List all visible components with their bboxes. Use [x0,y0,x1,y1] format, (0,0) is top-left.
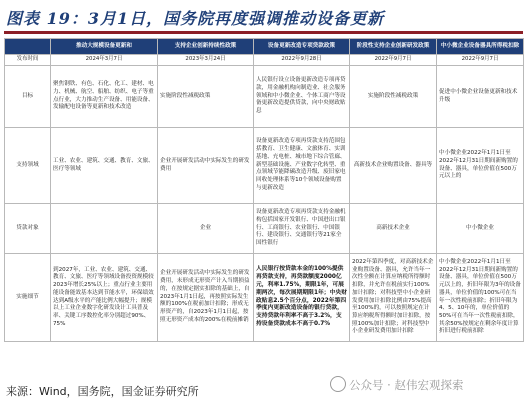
header-cell: 支持企业创新持续性政策 [158,39,254,55]
table-cell: 高新技术企业购置设备、器具等 [350,128,437,204]
watermark [330,376,463,393]
row-label: 实施细节 [5,254,51,342]
table-cell: 中小微企业2022年1月1日至2022年12月31日期间新购置的设备、器具，单位价值在500万元以上的，折旧年限为3年的设备器具，单位价值的100%可在当年一次性税前扣除；折旧年限为4、5、10年的，单位价值的50%可在当年一次性税前扣除，其余50%按规定在剩余年度计算折旧进行税前扣除 [437,254,524,342]
title-rule [4,31,523,34]
header-cell [5,39,51,55]
header-cell: 阶段性支持企业创新研发政策 [350,39,437,55]
table-cell: 到2027年，工业、农业、建筑、交通、教育、文旅、医疗等领域设备投资规模较2023年增长25%以上；重点行业主要用能设备能效基本达到节能水平，环保绩效达到A级水平的产能比例大幅提升；规模以上工业企业数字化研发设计工具普及率、关键工序数控化率分别超过90%、75% [51,254,158,342]
table-cell: 工业、农业、建筑、交通、教育、文旅、医疗等领域 [51,128,158,204]
table-cell: 聚焦钢铁、有色、石化、化工、建材、电力、机械、航空、船舶、纺织、电子等重点行业，大力推动生产设备、用能设备、发输配电设备等更新和技术改造 [51,66,158,128]
table-cell: 企业开展研发活动中实际发生的研发费用，未形成无形资产计入当期损益的，在按规定据实扣除的基础上，自2023年1月1日起，再按照实际发生额的100%在税前加计扣除；形成无形资产的，自2023年1月1日起，按照无形资产成本的200%在税前摊销 [158,254,254,342]
row-label: 目标 [5,66,51,128]
figure-title: 图表 19：3月1日，国务院再度强调推动设备更新 [6,9,385,28]
table-cell: 高新技术企业 [350,204,437,254]
table-cell: 中小微企业2022年1月1日至2022年12月31日期间新购置的设备、器具，单位价值在500万元以上的 [437,128,524,204]
date-cell: 2024年3月7日 [51,55,158,66]
date-row [5,55,524,66]
table-cell: 人民银行设立设备更新改造专项再贷款，用金融机构向制造业、社会服务领域和中小微企业、个体工商户等设备更新改造提供贷款，向中央财政贴息 [254,66,350,128]
source-note: 来源：Wind，国务院，国金证券研究所 [6,385,199,398]
header-row [5,39,524,55]
date-cell: 2022年9月28日 [254,55,350,66]
table-cell: 设备更新改造专项再贷款支持金融机构包括国家开发银行、中国进出口银行、工商银行、农业银行、中国银行、建设银行、交通银行等21家全国性银行 [254,204,350,254]
table-cell: 人民银行按贷款本金的100%提供再贷款支持，再贷款额度2000亿元，利率1.75%，期限1年，可展期两次，每次展期期限1年；中央财政贴息2.5个百分点，2022年第四季度内更新改造设备的银行贷款，支持贷款年利率不高于3.2%，支持设备贷款成本不高于0.7% [254,254,350,342]
table-row [5,254,524,342]
row-label: 贷款对象 [5,204,51,254]
table-cell: 企业 [158,204,254,254]
date-cell: 2022年9月7日 [437,55,524,66]
table-row [5,204,524,254]
date-cell: 2023年3月24日 [158,55,254,66]
table-cell [51,204,158,254]
date-cell: 2022年9月7日 [350,55,437,66]
table-cell: 促进中小微企业设备更新和技术升级 [437,66,524,128]
table-cell: 2022年第四季度，对高新技术企业购置设备、器具，允许当年一次性全额在计算应纳税所得额时扣除，并允许在税前实行100%加计扣除；对科技型中小企业研发费用加计扣除比例由75%提高至100%的，可以按照规定在计算应纳税所得额时加计扣除，按照100%加计扣除；对科技型中小企业研发费用加计扣除 [350,254,437,342]
watermark-text: 公众号 · 赵伟宏观探索 [349,378,464,392]
table-row [5,66,524,128]
table-cell: 实施阶段性减税政策 [158,66,254,128]
row-label: 发布时间 [5,55,51,66]
table-cell: 中小微企业 [437,204,524,254]
policy-table [4,38,524,342]
table-cell: 设备更新改造专项再贷款支持范围包括教育、卫生健康、文旅体育、实训基地、充电桩、城市地下综合管廊、新型基础设施、产业数字化转型、重点领域节能降碳改造升级、废旧家电回收处理体系等10个领域设备购置与更新改造 [254,128,350,204]
table-cell: 企业开展研发活动中实际发生的研发费用 [158,128,254,204]
header-cell: 设备更新改造专项贷款政策 [254,39,350,55]
header-cell: 中小微企业设备器具所得税扣除 [437,39,524,55]
table-cell: 实施阶段性减税政策 [350,66,437,128]
wechat-icon [330,376,346,392]
table-row [5,128,524,204]
row-label: 支持领域 [5,128,51,204]
header-cell: 推动大规模设备更新和 [51,39,158,55]
